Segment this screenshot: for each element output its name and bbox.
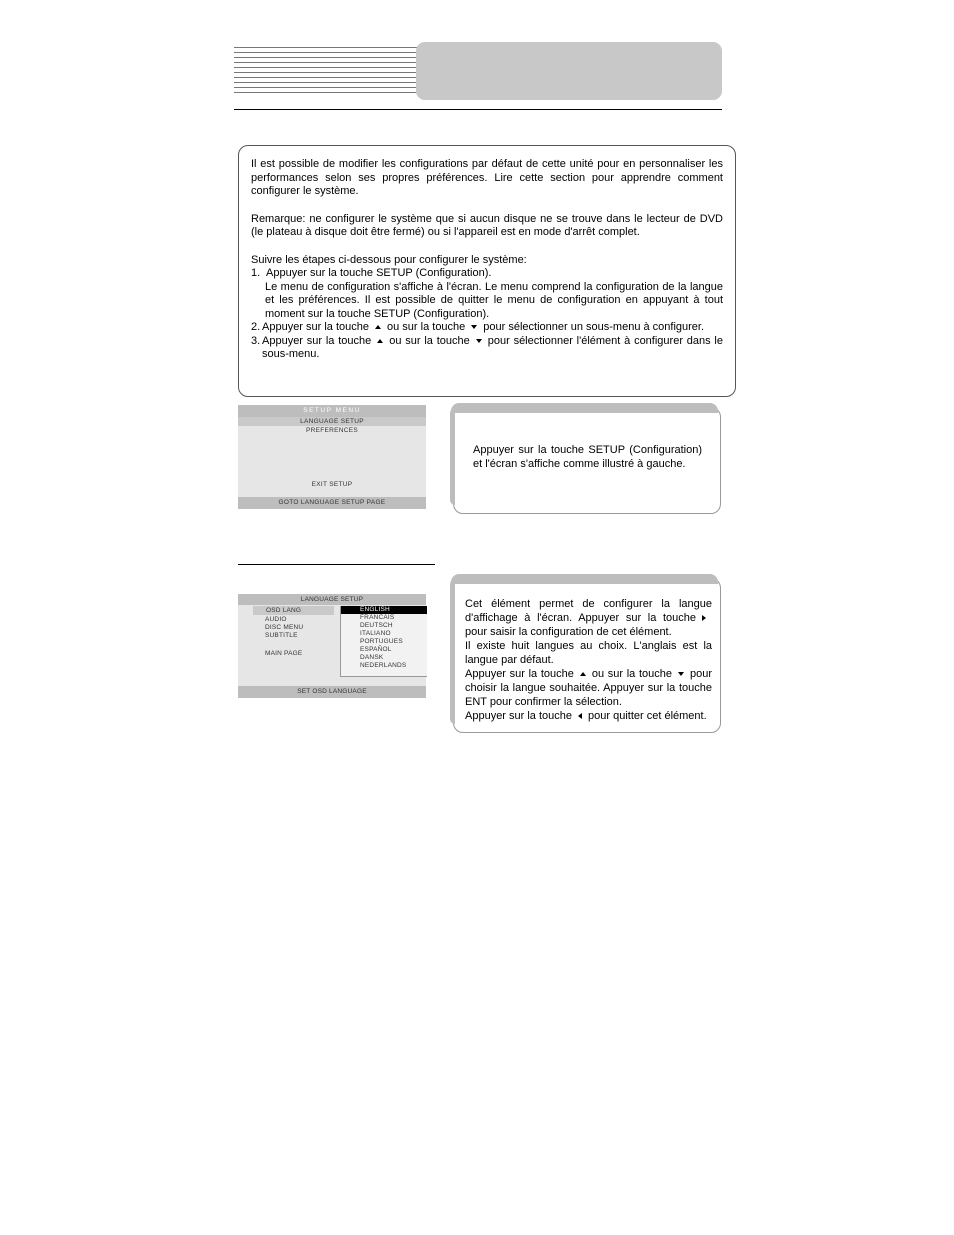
step-text: ou sur la touche — [387, 321, 466, 333]
callout-text: Appuyer sur la touche SETUP (Configuration) et l'écran s'affiche comme illustré à gauche. — [473, 444, 702, 470]
callout-line: pour choisir la langue souhaitée. Appuyer sur la touche ENT pour confirmer la sélection. — [465, 668, 712, 708]
option-espanol: ESPAÑOL — [360, 646, 392, 653]
language-options-panel — [340, 606, 427, 677]
menu-item-disc-menu: DISC MENU — [265, 624, 304, 631]
callout-line: ou sur la touche — [591, 668, 672, 680]
callout-osd-lang — [453, 578, 721, 733]
setup-menu-title: SETUP MENU — [238, 405, 426, 417]
option-dansk: DANSK — [360, 654, 384, 661]
step-3 — [251, 335, 723, 362]
step-number: 2. — [251, 321, 261, 333]
callout-line: Il existe huit langues au choix. L'anglais est la langue par défaut. — [465, 640, 712, 666]
callout-shadow — [451, 403, 718, 413]
step-number: 1. — [251, 267, 261, 279]
left-arrow-icon — [578, 713, 582, 719]
steps-list — [251, 254, 723, 362]
callout-line: pour saisir la configuration de cet élément. — [465, 626, 672, 638]
language-setup-screen — [238, 594, 426, 698]
option-english: ENGLISH — [341, 606, 427, 614]
option-francais: FRANCAIS — [360, 614, 395, 621]
step-1 — [251, 267, 723, 281]
step-text: pour sélectionner l'élément à configurer dans le sous-menu. — [262, 334, 723, 360]
menu-item-exit-setup: EXIT SETUP — [311, 481, 353, 488]
down-arrow-icon — [476, 339, 482, 343]
language-setup-footer: SET OSD LANGUAGE — [238, 686, 426, 698]
option-italiano: ITALIANO — [360, 630, 391, 637]
header-tab — [416, 42, 722, 100]
callout-setup — [453, 407, 721, 514]
down-arrow-icon — [471, 325, 477, 329]
callout-shadow — [450, 579, 455, 724]
setup-menu-footer: GOTO LANGUAGE SETUP PAGE — [238, 497, 426, 509]
option-portugues: PORTUGUES — [360, 638, 403, 645]
header-rule — [234, 109, 722, 110]
right-arrow-icon — [702, 615, 706, 621]
step-text: Appuyer sur la touche — [262, 321, 370, 333]
callout-shadow — [450, 408, 455, 505]
intro-box — [238, 145, 736, 397]
up-arrow-icon — [580, 672, 586, 676]
steps-intro: Suivre les étapes ci-dessous pour configurer le système: — [251, 253, 527, 266]
step-2 — [251, 321, 723, 335]
step-1-detail: Le menu de configuration s'affiche à l'écran. Le menu comprend la configuration de la langue et les préférences. Il est possible de quitter le menu de configuration en appuyant à tout moment sur la touche SETUP (Configuration). — [265, 280, 723, 320]
menu-item-preferences: PREFERENCES — [305, 427, 359, 434]
callout-line: Cet élément permet de configurer la langue d'affichage à l'écran. Appuyer sur la touche — [465, 598, 712, 624]
step-text: ou sur la touche — [389, 334, 470, 347]
setup-menu-screen — [238, 405, 426, 509]
option-nederlands: NEDERLANDS — [360, 662, 407, 669]
callout-text — [465, 597, 712, 723]
up-arrow-icon — [377, 339, 383, 343]
up-arrow-icon — [375, 325, 381, 329]
menu-item-subtitle: SUBTITLE — [265, 632, 298, 639]
menu-item-language-setup: LANGUAGE SETUP — [238, 417, 426, 426]
step-text: Appuyer sur la touche SETUP (Configuration). — [266, 267, 492, 279]
remark-paragraph: Remarque: ne configurer le système que si aucun disque ne se trouve dans le lecteur de DVD (le plateau à disque doit être fermé) ou si l'appareil est en mode d'arrêt complet. — [251, 212, 723, 238]
down-arrow-icon — [678, 672, 684, 676]
step-text: Appuyer sur la touche — [262, 334, 372, 347]
intro-paragraph: Il est possible de modifier les configurations par défaut de cette unité pour en personnaliser les performances selon ses propres préférences. Lire cette section pour apprendre comment configurer le système. — [251, 158, 723, 197]
language-setup-title: LANGUAGE SETUP — [238, 594, 426, 605]
language-menu-items — [265, 616, 303, 658]
menu-item-main-page: MAIN PAGE — [265, 650, 303, 657]
section-divider — [238, 564, 435, 565]
callout-line: Appuyer sur la touche — [465, 668, 574, 680]
callout-line: pour quitter cet élément. — [588, 710, 707, 722]
callout-line: Appuyer sur la touche — [465, 710, 573, 722]
callout-shadow — [451, 574, 718, 584]
step-number: 3. — [251, 334, 261, 347]
menu-item-audio: AUDIO — [265, 616, 287, 623]
step-text: pour sélectionner un sous-menu à configurer. — [483, 321, 705, 333]
menu-item-osd-lang: OSD LANG — [253, 606, 334, 615]
header-lines — [234, 47, 424, 95]
option-deutsch: DEUTSCH — [360, 622, 393, 629]
